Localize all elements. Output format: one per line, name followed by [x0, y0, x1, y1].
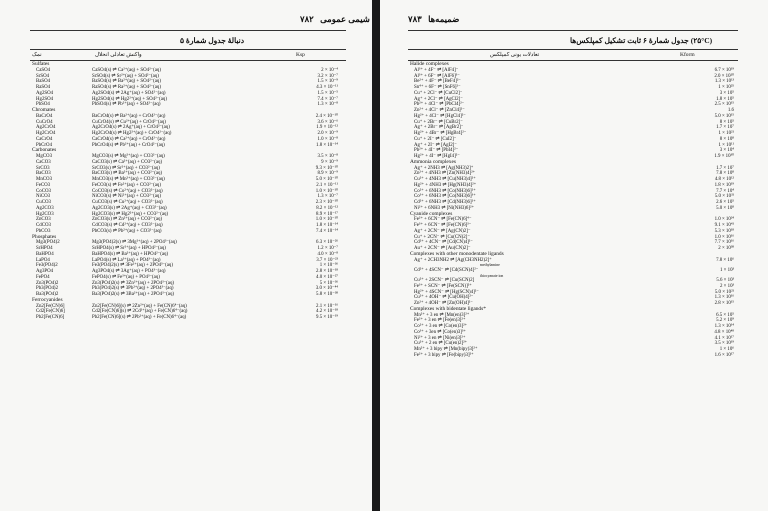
- equilibrium-equation: RaSO4(s) ⇌ Ra²⁺(aq) + SO4²⁻(aq): [92, 85, 162, 90]
- constant-value: 6.3 × 10⁻²⁶: [316, 240, 338, 246]
- salt-formula: Zn3(PO4)2: [36, 280, 59, 286]
- equilibrium-equation: Hg²⁺ + 4NH3 ⇌ [Hg(NH3)4]²⁺: [414, 182, 477, 188]
- constant-value: 4.3 × 10⁻¹¹: [316, 85, 338, 90]
- equilibrium-equation: Fe²⁺ + 6CN⁻ ⇌ [Fe(CN)6]⁴⁻: [414, 217, 472, 223]
- constant-value: 1.7 × 10⁷: [716, 165, 734, 171]
- salt-formula: PbCrO4: [36, 142, 53, 148]
- equilibrium-equation: PbSO4(s) ⇌ Pb²⁺(aq) + SO4²⁻(aq): [92, 102, 161, 108]
- table-row: [410, 353, 738, 359]
- col-salt-header: نمک: [32, 52, 42, 58]
- col-equation-header: واکنش تعادلی انحلال: [95, 52, 142, 58]
- equilibrium-equation: Fe3(PO4)2(s) ⇌ 3Fe²⁺(aq) + 2PO4³⁻(aq): [92, 263, 173, 269]
- constant-value: 2.0 × 10²⁰: [714, 73, 734, 79]
- constant-value: 1.0 × 10⁻¹⁰: [315, 217, 338, 223]
- group-heading-label: Carbonates: [32, 147, 57, 154]
- salt-formula: Pb2[Fe(CN)6]: [36, 315, 65, 320]
- constant-value: 1.6: [727, 108, 734, 113]
- constant-value: 3 × 10⁵: [719, 90, 734, 96]
- constant-value: 7.8 × 10⁶: [716, 257, 734, 263]
- salt-formula: BaCO3: [36, 171, 51, 177]
- constant-value: 5.0 × 10⁻¹⁰: [315, 177, 338, 182]
- equilibrium-equation: FeCO3(s) ⇌ Fe²⁺(aq) + CO3²⁻(aq): [92, 182, 162, 188]
- constant-value: 2 × 10³: [719, 283, 734, 289]
- left-running-head: [300, 14, 370, 25]
- constant-value: 3.2 × 10⁻⁷: [317, 73, 338, 79]
- col-equation-header: تعادلات یونی کمپلکس: [490, 52, 540, 58]
- constant-value: 8.9 × 10⁻⁹: [317, 171, 338, 177]
- constant-value: 9 × 10⁻⁹: [321, 159, 338, 165]
- equilibrium-equation: Hg²⁺ + 4Br⁻ ⇌ [HgBr4]²⁻: [414, 131, 467, 136]
- constant-value: 1.3 × 10⁻⁸: [317, 102, 338, 108]
- equilibrium-equation: Hg²⁺ + 4I⁻ ⇌ [HgI4]²⁻: [414, 154, 460, 159]
- group-heading-label: Halide complexes: [410, 61, 449, 67]
- salt-formula: Hg2CO3: [36, 211, 54, 217]
- constant-value: 3.0 × 10⁻⁴⁴: [315, 286, 338, 292]
- constant-value: 4.8 × 10⁴⁸: [714, 329, 734, 335]
- salt-formula: MnCO3: [36, 177, 53, 182]
- equilibrium-equation: Ni²⁺ + 6NH3 ⇌ [Ni(NH3)6]²⁺: [414, 205, 475, 211]
- ligand-note-text: methylamine: [480, 263, 500, 268]
- left-table-body: [32, 62, 342, 321]
- equilibrium-equation: Cu²⁺ + 2 en ⇌ [Cu(en)2]²⁺: [414, 341, 468, 347]
- constant-value: 9.1 × 10⁴¹: [714, 223, 734, 228]
- constant-value: 3 × 10⁴: [719, 148, 734, 154]
- constant-value: 1.0 × 10⁻¹⁰: [315, 188, 338, 194]
- right-page: [380, 0, 768, 511]
- constant-value: 9.5 × 10⁻¹⁹: [316, 315, 338, 320]
- salt-formula: PbSO4: [36, 102, 50, 108]
- constant-value: 5 × 10⁻³⁶: [319, 280, 338, 286]
- equilibrium-equation: Ag2SO4(s) ⇌ 2Ag⁺(aq) + SO4²⁻(aq): [92, 90, 166, 96]
- equilibrium-equation: Cd²⁺ + 6NH3 ⇌ [Cd(NH3)6]²⁺: [414, 200, 476, 205]
- salt-formula: CaCO3: [36, 159, 51, 165]
- constant-value: 1.8 × 10⁻¹⁴: [316, 142, 338, 148]
- equilibrium-equation: FePO4(s) ⇌ Fe³⁺(aq) + PO4³⁻(aq): [92, 274, 160, 280]
- equilibrium-equation: PbCO3(s) ⇌ Pb²⁺(aq) + CO3²⁻(aq): [92, 228, 162, 234]
- constant-value: 7.7 × 10⁴: [716, 188, 734, 194]
- equilibrium-equation: Ag⁺ + 2NH3 ⇌ [Ag(NH3)2]⁺: [414, 165, 474, 171]
- equilibrium-equation: Co²⁺ + 6NH3 ⇌ [Co(NH3)6]²⁺: [414, 188, 476, 194]
- equilibrium-equation: Cu⁺ + 2Cl⁻ ⇌ [CuCl2]⁻: [414, 90, 463, 96]
- right-running-head-text: ضمیمه‌ها: [428, 14, 460, 24]
- equilibrium-equation: Be²⁺ + 4F⁻ ⇌ [BeF4]²⁻: [414, 79, 461, 85]
- salt-formula: CuCO3: [36, 200, 51, 205]
- constant-value: 7.7 × 10¹⁶: [714, 240, 734, 246]
- group-heading-label: Ferrocyanides: [32, 296, 63, 303]
- constant-value: 1.7 × 10⁷: [716, 125, 734, 131]
- equilibrium-equation: Mn²⁺ + 3 bipy ⇌ [Mn(bipy)3]²⁺: [414, 347, 478, 353]
- salt-formula: LaPO4: [36, 257, 50, 263]
- constant-value: 2.1 × 10⁻¹¹: [316, 182, 338, 188]
- constant-value: 5.0 × 10³¹: [714, 194, 734, 200]
- equilibrium-equation: Mg3(PO4)2(s) ⇌ 3Mg²⁺(aq) + 2PO4³⁻(aq): [92, 240, 177, 246]
- salt-formula: SrSO4: [36, 73, 50, 79]
- constant-value: 2.5 × 10¹⁵: [714, 102, 734, 108]
- equilibrium-equation: LaPO4(s) ⇌ La³⁺(aq) + PO4³⁻(aq): [92, 257, 161, 263]
- salt-formula: SrCO3: [36, 165, 50, 171]
- header-rule: [408, 30, 738, 31]
- equilibrium-equation: Cu⁺ + 2I⁻ ⇌ [CuI2]⁻: [414, 136, 457, 142]
- constant-value: 5.0 × 10⁸: [716, 205, 734, 211]
- constant-value: 2 × 10⁻⁴: [321, 67, 338, 73]
- salt-formula: CaSO4: [36, 67, 51, 73]
- salt-formula: BaSO4: [36, 79, 51, 85]
- salt-formula: Hg2CrO4: [36, 131, 56, 136]
- constant-value: 9.3 × 10⁻¹⁰: [315, 165, 338, 171]
- salt-formula: Fe3(PO4)2: [36, 263, 58, 269]
- equilibrium-equation: Pb2[Fe(CN)6](s) ⇌ 2Pb²⁺(aq) + Fe(CN)6⁴⁻(aq): [92, 315, 187, 320]
- col-ksp-header: Ksp: [296, 52, 305, 58]
- equilibrium-equation: Fe²⁺ + 3 bipy ⇌ [Fe(bipy)3]²⁺: [414, 352, 474, 358]
- equilibrium-equation: Hg²⁺ + 4Cl⁻ ⇌ [HgCl4]²⁻: [414, 113, 466, 119]
- equilibrium-equation: Al³⁺ + 4F⁻ ⇌ [AlF4]⁻: [414, 67, 459, 73]
- equilibrium-equation: Mn²⁺ + 3 en ⇌ [Mn(en)3]²⁺: [414, 312, 470, 318]
- equilibrium-equation: CaSO4(s) ⇌ Ca²⁺(aq) + SO4²⁻(aq): [92, 67, 162, 73]
- salt-formula: CdCO3: [36, 223, 51, 228]
- equilibrium-equation: Cu²⁺ + 2SCN⁻ ⇌ [Cu(SCN)2]: [414, 278, 475, 284]
- salt-formula: CuCrO4: [36, 119, 53, 125]
- constant-value: 2.1 × 10⁻¹⁶: [316, 303, 338, 309]
- salt-formula: RaSO4: [36, 85, 51, 90]
- constant-value: 1.0 × 10¹⁶: [714, 234, 734, 240]
- left-running-head-text: شیمی عمومی: [320, 14, 370, 24]
- group-heading-label: Chromates: [32, 107, 56, 113]
- equilibrium-equation: Fe²⁺ + 3 en ⇌ [Fe(en)3]²⁺: [414, 318, 466, 324]
- equilibrium-equation: Cd²⁺ + 4CN⁻ ⇌ [Cd(CN)4]²⁻: [414, 240, 473, 246]
- constant-value: 2 × 10³⁸: [718, 246, 734, 251]
- group-heading-label: Cyanide complexes: [410, 210, 453, 217]
- group-heading-label: Phosphates: [32, 233, 57, 240]
- constant-value: 1.3 × 10¹³: [714, 79, 734, 85]
- constant-value: 1.5 × 10⁻⁵: [317, 90, 338, 96]
- constant-value: 1.8 × 10¹⁹: [714, 182, 734, 188]
- right-table-title: جدول شمارهٔ ۶ ثابت تشکیل کمپلکس‌ها (۲۵°C): [570, 36, 713, 45]
- constant-value: 4.0 × 10⁻²⁷: [316, 274, 338, 280]
- constant-value: 2.0 × 10⁻⁹: [317, 131, 338, 136]
- constant-value: 7.8 × 10⁸: [716, 171, 734, 177]
- table-row: [32, 315, 342, 321]
- constant-value: 5.6 × 10³: [716, 278, 734, 284]
- constant-value: 1.5 × 10⁻⁹: [317, 79, 338, 85]
- equilibrium-equation: Co³⁺ + 3en ⇌ [Co(en)3]³⁺: [414, 329, 466, 335]
- equilibrium-equation: Hg2CrO4(s) ⇌ Hg2²⁺(aq) + CrO4²⁻(aq): [92, 131, 172, 136]
- equilibrium-equation: Ag2CO3(s) ⇌ 2Ag⁺(aq) + CO3²⁻(aq): [92, 205, 167, 211]
- constant-value: 1.9 × 10³⁰: [714, 154, 734, 159]
- equilibrium-equation: Ag⁺ + 2Cl⁻ ⇌ [AgCl2]⁻: [414, 96, 463, 102]
- equilibrium-equation: Cu²⁺ + 4NH3 ⇌ [Cu(NH3)4]²⁺: [414, 177, 476, 182]
- constant-value: 1 × 10³: [719, 267, 734, 273]
- equilibrium-equation: CoCO3(s) ⇌ Co²⁺(aq) + CO3²⁻(aq): [92, 188, 163, 194]
- salt-formula: Ag2SO4: [36, 90, 54, 96]
- constant-value: 3.5 × 10¹⁹: [714, 341, 734, 347]
- equilibrium-equation: Co³⁺ + 6NH3 ⇌ [Co(NH3)6]³⁺: [414, 194, 476, 200]
- equilibrium-equation: Zn3(PO4)2(s) ⇌ 3Zn²⁺(aq) + 2PO4³⁻(aq): [92, 280, 175, 286]
- constant-value: 8 × 10⁵: [719, 119, 734, 125]
- salt-formula: FeCO3: [36, 182, 51, 188]
- equilibrium-equation: CdCO3(s) ⇌ Cd²⁺(aq) + CO3²⁻(aq): [92, 223, 163, 228]
- equilibrium-equation: Ag3PO4(s) ⇌ 3Ag⁺(aq) + PO4³⁻(aq): [92, 269, 166, 274]
- right-page-number: ۷۸۳: [408, 14, 422, 24]
- equilibrium-equation: PbCrO4(s) ⇌ Pb²⁺(aq) + CrO4²⁻(aq): [92, 142, 165, 148]
- constant-value: 4.1 × 10¹⁷: [714, 335, 734, 341]
- constant-value: 1.6 × 10¹⁷: [714, 352, 734, 358]
- constant-value: 4.8 × 10¹²: [714, 177, 734, 182]
- constant-value: 3.6 × 10⁻⁶: [317, 119, 338, 125]
- ligand-note-text: thiocyanate ion: [480, 273, 504, 278]
- table-head-rule: [30, 60, 346, 61]
- equilibrium-equation: Pb3(PO4)2(s) ⇌ 3Pb²⁺(aq) + 2PO4³⁻(aq): [92, 286, 174, 292]
- equilibrium-equation: Cu⁺ + 2Br⁻ ⇌ [CuBr2]⁻: [414, 119, 463, 125]
- equilibrium-equation: CuCrO4(s) ⇌ Cu²⁺(aq) + CrO4²⁻(aq): [92, 119, 166, 125]
- constant-value: 1.3 × 10⁻⁷: [317, 194, 338, 200]
- equilibrium-equation: Ag⁺ + 2CN⁻ ⇌ [Ag(CN)2]⁻: [414, 228, 471, 234]
- left-table-title: دنبالهٔ جدول شمارهٔ ۵: [180, 36, 245, 45]
- constant-value: 1.3 × 10¹⁴: [714, 324, 734, 330]
- constant-value: 1.9 × 10⁻¹²: [316, 125, 338, 131]
- equilibrium-equation: Zn²⁺ + 4OH⁻ ⇌ [Zn(OH)4]²⁻: [414, 301, 473, 307]
- equilibrium-equation: Ag⁺ + 2CH3NH2 ⇌ [Ag(CH3NH2)2]⁺: [414, 257, 492, 263]
- constant-value: 1.8 × 10⁵: [716, 96, 734, 102]
- equilibrium-equation: Cu²⁺ + 4OH⁻ ⇌ [Cu(OH)4]²⁻: [414, 295, 474, 301]
- equilibrium-equation: Ba3(PO4)2(s) ⇌ 3Ba²⁺(aq) + 2PO4³⁻(aq): [92, 292, 175, 297]
- constant-value: 2.8 × 10⁻¹⁸: [316, 269, 338, 274]
- equilibrium-equation: Co²⁺ + 3 en ⇌ [Co(en)3]²⁺: [414, 324, 468, 330]
- constant-value: 1.0 × 10⁻⁸: [317, 136, 338, 142]
- equilibrium-equation: Ni²⁺ + 3 en ⇌ [Ni(en)3]²⁺: [414, 335, 466, 341]
- salt-formula: Pb3(PO4)2: [36, 286, 59, 292]
- constant-value: 3.7 × 10⁻²³: [316, 257, 338, 263]
- equilibrium-equation: Ag⁺ + 2Br⁻ ⇌ [AgBr2]⁻: [414, 125, 464, 131]
- salt-formula: MgCO3: [36, 154, 53, 159]
- salt-formula: BaHPO4: [36, 251, 54, 257]
- constant-value: 1 × 10²¹: [718, 131, 734, 136]
- right-table-body: [410, 62, 738, 359]
- constant-value: 1.0 × 10²⁴: [714, 217, 734, 223]
- equilibrium-equation: SrSO4(s) ⇌ Sr²⁺(aq) + SO4²⁻(aq): [92, 73, 159, 79]
- equilibrium-equation: Au⁺ + 2CN⁻ ⇌ [Au(CN)2]⁻: [414, 246, 471, 251]
- equilibrium-equation: Ag2CrO4(s) ⇌ 2Ag⁺(aq) + CrO4²⁻(aq): [92, 125, 170, 131]
- constant-value: 1.8 × 10⁻¹⁴: [316, 223, 338, 228]
- salt-formula: SrHPO4: [36, 246, 53, 251]
- equilibrium-equation: Cd²⁺ + 4SCN⁻ ⇌ [Cd(SCN)4]²⁻: [414, 267, 479, 273]
- equilibrium-equation: Zn²⁺ + 4NH3 ⇌ [Zn(NH3)4]²⁺: [414, 171, 476, 177]
- group-heading-label: Sulfates: [32, 61, 50, 67]
- constant-value: 5.0 × 10²¹: [714, 289, 734, 295]
- constant-value: 6.5 × 10⁵: [716, 312, 734, 318]
- constant-value: 1 × 10⁶: [719, 347, 734, 353]
- salt-formula: CaCrO4: [36, 136, 53, 142]
- equilibrium-equation: CaCO3(s) ⇌ Ca²⁺(aq) + CO3²⁻(aq): [92, 159, 163, 165]
- constant-value: 3.5 × 10⁻⁸: [317, 154, 338, 159]
- equilibrium-equation: Cu⁺ + 2CN⁻ ⇌ [Cu(CN)2]⁻: [414, 234, 470, 240]
- equilibrium-equation: CuCO3(s) ⇌ Cu²⁺(aq) + CO3²⁻(aq): [92, 200, 163, 205]
- equilibrium-equation: BaSO4(s) ⇌ Ba²⁺(aq) + SO4²⁻(aq): [92, 79, 162, 85]
- constant-value: 8 × 10⁸: [719, 136, 734, 142]
- group-heading-label: Complexes with bidentate ligands*: [410, 305, 486, 312]
- salt-formula: Ag2CrO4: [36, 125, 56, 131]
- constant-value: 1 × 10²⁵: [718, 85, 734, 90]
- constant-value: 5.8 × 10⁻³⁸: [316, 292, 338, 297]
- equilibrium-equation: BaHPO4(s) ⇌ Ba²⁺(aq) + HPO4²⁻(aq): [92, 251, 169, 257]
- salt-formula: FePO4: [36, 274, 50, 280]
- constant-value: 8.9 × 10⁻¹⁷: [316, 211, 338, 217]
- constant-value: 5.0 × 10¹⁵: [714, 113, 734, 119]
- equilibrium-equation: Pb²⁺ + 4Cl⁻ ⇌ [PbCl4]²⁻: [414, 102, 465, 108]
- equilibrium-equation: Hg²⁺ + 4SCN⁻ ⇌ [Hg(SCN)4]²⁻: [414, 289, 479, 295]
- equilibrium-equation: Cd2[Fe(CN)6](s) ⇌ 2Cd²⁺(aq) + Fe(CN)6⁴⁻(aq): [92, 309, 188, 315]
- table-top-rule: [30, 49, 346, 50]
- equilibrium-equation: SrHPO4(s) ⇌ Sr²⁺(aq) + HPO4²⁻(aq): [92, 246, 166, 251]
- salt-formula: CoCO3: [36, 188, 51, 194]
- right-running-head: [408, 14, 459, 25]
- constant-value: 8.2 × 10⁻¹²: [316, 205, 338, 211]
- salt-formula: PbCO3: [36, 228, 51, 234]
- constant-value: 6.7 × 10¹⁹: [714, 67, 734, 73]
- header-rule: [30, 30, 346, 31]
- constant-value: 7.4 × 10⁻⁷: [317, 96, 338, 102]
- salt-formula: Zn2[Fe(CN)6]: [36, 303, 65, 309]
- equilibrium-equation: Hg2SO4(s) ⇌ Hg2²⁺(aq) + SO4²⁻(aq): [92, 96, 167, 102]
- equilibrium-equation: Zn²⁺ + 4Cl⁻ ⇌ [ZnCl4]²⁻: [414, 108, 465, 113]
- equilibrium-equation: Pb²⁺ + 4I⁻ ⇌ [PbI4]²⁻: [414, 148, 459, 154]
- col-kform-header: Kform: [680, 52, 695, 58]
- salt-formula: NiCO3: [36, 194, 51, 200]
- constant-value: 5.3 × 10¹⁸: [714, 228, 734, 234]
- equilibrium-equation: CaCrO4(s) ⇌ Ca²⁺(aq) + CrO4²⁻(aq): [92, 136, 166, 142]
- constant-value: 1 × 10¹¹: [718, 142, 734, 148]
- book-gutter: [372, 0, 380, 511]
- table-head-rule: [408, 60, 738, 61]
- table-top-rule: [408, 49, 738, 50]
- equilibrium-equation: Hg2CO3(s) ⇌ Hg2²⁺(aq) + CO3²⁻(aq): [92, 211, 169, 217]
- constant-value: 2.6 × 10⁵: [716, 200, 734, 205]
- equilibrium-equation: Ag⁺ + 2I⁻ ⇌ [AgI2]⁻: [414, 142, 457, 148]
- equilibrium-equation: SrCO3(s) ⇌ Sr²⁺(aq) + CO3²⁻(aq): [92, 165, 160, 171]
- constant-value: 1.3 × 10¹⁶: [714, 295, 734, 301]
- left-page: [0, 0, 372, 511]
- constant-value: 2.4 × 10⁻¹⁰: [315, 113, 338, 119]
- salt-formula: Cd2[Fe(CN)6]: [36, 309, 65, 315]
- salt-formula: Hg2SO4: [36, 96, 54, 102]
- equilibrium-equation: BaCO3(s) ⇌ Ba²⁺(aq) + CO3²⁻(aq): [92, 171, 163, 177]
- salt-formula: Mg3(PO4)2: [36, 240, 60, 246]
- equilibrium-equation: ZnCO3(s) ⇌ Zn²⁺(aq) + CO3²⁻(aq): [92, 217, 163, 223]
- equilibrium-equation: Sn⁴⁺ + 6F⁻ ⇌ [SnF6]²⁻: [414, 85, 461, 90]
- constant-value: 4.0 × 10⁻⁸: [317, 251, 338, 257]
- equilibrium-equation: NiCO3(s) ⇌ Ni²⁺(aq) + CO3²⁻(aq): [92, 194, 162, 200]
- salt-formula: Ag2CO3: [36, 205, 54, 211]
- constant-value: 7.4 × 10⁻¹⁴: [316, 228, 338, 234]
- constant-value: 2.3 × 10⁻¹⁰: [315, 200, 338, 205]
- group-heading-label: Ammonia complexes: [410, 158, 456, 165]
- salt-formula: Ba3(PO4)2: [36, 292, 59, 297]
- left-page-number: ۷۸۲: [300, 14, 314, 24]
- constant-value: 1 × 10⁻³⁶: [319, 263, 338, 269]
- salt-formula: BaCrO4: [36, 113, 53, 119]
- equilibrium-equation: Zn2[Fe(CN)6](s) ⇌ 2Zn²⁺(aq) + Fe(CN)6⁴⁻(aq): [92, 303, 187, 309]
- salt-formula: ZnCO3: [36, 217, 51, 223]
- salt-formula: Ag3PO4: [36, 269, 54, 274]
- constant-value: 4.2 × 10⁻¹⁸: [316, 309, 338, 315]
- equilibrium-equation: Fe³⁺ + 6CN⁻ ⇌ [Fe(CN)6]³⁻: [414, 223, 472, 228]
- constant-value: 1.2 × 10⁻⁷: [317, 246, 338, 251]
- group-heading-label: Complexes with other monodentate ligands: [410, 250, 504, 257]
- equilibrium-equation: Al³⁺ + 6F⁻ ⇌ [AlF6]³⁻: [414, 73, 460, 79]
- equilibrium-equation: Fe³⁺ + SCN⁻ ⇌ [Fe(SCN)]²⁺: [414, 283, 472, 289]
- equilibrium-equation: BaCrO4(s) ⇌ Ba²⁺(aq) + CrO4²⁻(aq): [92, 113, 166, 119]
- equilibrium-equation: MgCO3(s) ⇌ Mg²⁺(aq) + CO3²⁻(aq): [92, 154, 165, 159]
- equilibrium-equation: MnCO3(s) ⇌ Mn²⁺(aq) + CO3²⁻(aq): [92, 177, 165, 182]
- constant-value: 2.8 × 10¹⁵: [714, 301, 734, 307]
- constant-value: 5.2 × 10⁹: [716, 318, 734, 324]
